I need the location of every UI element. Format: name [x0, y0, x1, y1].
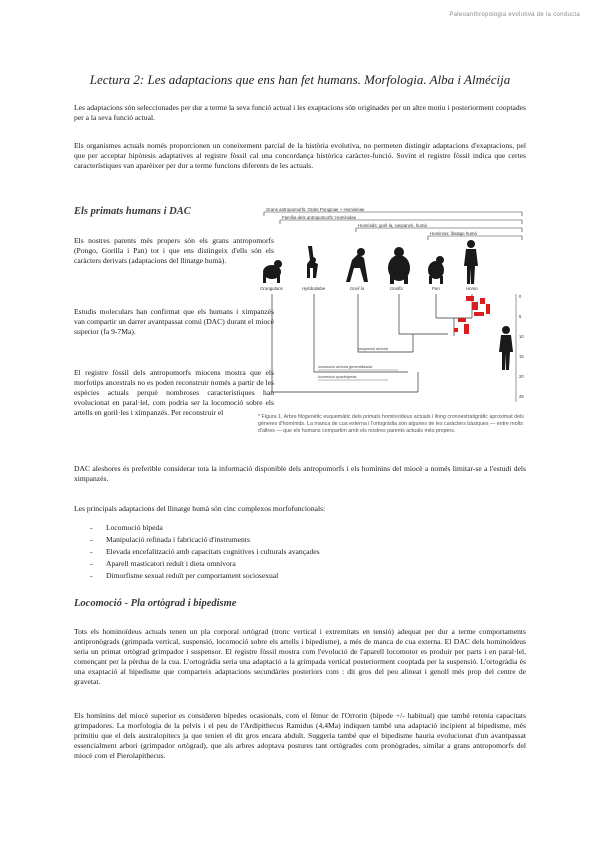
tick-label-20: 20 [519, 374, 524, 379]
annotation-quadrupedal: locomoció quadrúpeda [318, 375, 357, 379]
gorilla-silhouette-1 [346, 248, 368, 282]
tree-branches [272, 294, 472, 392]
taxon-label-2: Hylobatidae [302, 286, 326, 291]
intro-paragraph-1: Les adaptacions són seleccionades per dur a terme la seva funció actual i les exaptacions són originades per un altre motiu i posteriorment cooptades per a la seva funció actual. [74, 103, 526, 122]
primates-paragraph-3-continued: DAC aleshores és preferible considerar tota la informació disponible dels antropomorfs i els homínins del miocè a només limitar-se a l'estudi dels ximpanzés. [74, 464, 526, 483]
taxon-label-4: Gorilla [390, 286, 403, 291]
bracket-label-2: Família dels antropomorfs: Hominidae [282, 215, 357, 220]
page-title: Lectura 2: Les adaptacions que ens han fet humans. Morfologia. Alba i Almécija [89, 72, 511, 87]
primates-paragraph-2: Estudis moleculars han confirmat que els humans i ximpanzés van compartir un darrer avantpassat comú (DAC) durant el miocè superior (fa 9-7Ma). [74, 307, 274, 336]
gibbon-silhouette [307, 246, 318, 278]
running-header: Paleoanthropologia evolutiva de la conducta [449, 12, 580, 18]
list-item: - Dimorfisme sexual reduït per comportament sociosexual [90, 570, 320, 582]
taxon-label-1: Orangutans [260, 286, 283, 291]
annotation-suspension: suspensió arbòria [358, 347, 388, 351]
bracket-label-1: Grans antropomorfs: Ordre Ponginae + Homininae [266, 207, 365, 212]
bracket-label-3: Homínids: goril·la, ximpanzé, humà [358, 223, 427, 228]
primates-paragraph-1: Els nostres parents més propers són els grans antropomorfs (Pongo, Gorilla i Pan) tot i que ens distingeix d'ells són els caràcters derivats (adaptacions del llinatge humà). [74, 236, 274, 265]
list-item: - Manipulació refinada i fabricació d'instruments [90, 534, 320, 546]
figure-caption: * Figura 1. Arbre filogenètic esquemàtic dels primats hominoïdeus actuals i llong cronoestratigràfic aproximat dels gèneres d'homínids. La manca de cua externa i l'ortogràdia són algunes de les caràcters bàsiques — entre molts d'altres — que els humans compartim amb els nostres parents actuals més propers. [258, 414, 524, 434]
tick-label-0: 0 [519, 294, 522, 299]
locomotion-paragraph-1: Tots els hominoïdeus actuals tenen un pla corporal ortògrad (tronc vertical i extremitats en tensió) adequat per dur a terme comportaments antipronògrads (grimpada vertical, suspensió, locomoció sobre els artells i bipedisme), a més de manca de cua externa. El DAC dels hominoïdeus seria un primat ortògrad grimpador i suspensor. El registre fòssil mostra com l'evolució de l'aparell locomotor es produir per parts i en paral·lel, començant per la pèrdua de la cua. L'ortogràdia seria una adaptació a la grimpada vertical posteriorment cooptada per la suspensió. L'ortogràdia és una exaptació al bipedisme que comparteix adaptacions secundàries posteriors com : dit gros del peu alineat i genoll més prop del centre de gravetat. [74, 627, 526, 686]
taxon-label-5: Pan [432, 286, 440, 291]
tick-label-5: 5 [519, 314, 522, 319]
locomotion-paragraph-2: Els homínins del miocè superior es consideren bípedes ocasionals, com el fèmur de l'Orrorin (bípede +/- habitual) que també retenia capacitats grimpadores. La morfologia de la pelvis i el peu de l'Ardipithecus Ramidus (4,4Ma) indiquen també una adaptació incipient al bipedisme, més primitiu que el dels australopitecs ja que tenien el dit gros encara abduït. Suggeria també que el bipedisme hauria evolucionat d'un avantpassat essencialment arbori (grimpador ortògrad), que als arbres adoptava postures tant ortògrades com pronògrades, similar a grans antropomorfs del miocè com el Pierolapithecus. [74, 711, 526, 760]
tick-label-15: 15 [519, 354, 524, 359]
human-silhouette [464, 240, 478, 284]
bracket-hominins [428, 236, 522, 240]
orangutan-silhouette [263, 260, 282, 283]
annotation-arboreal: locomoció arbòria generalitzada [318, 365, 372, 369]
adaptations-intro: Les principals adaptacions del llinatge humà són cinc complexos morfofuncionals: [74, 504, 326, 513]
taxon-label-3: Goril·la [350, 286, 365, 291]
tick-label-25: 25 [519, 394, 524, 399]
list-item: - Elevada encefalització amb capacitats cognitives i culturals avançades [90, 546, 320, 558]
adaptations-list [90, 522, 320, 582]
intro-paragraph-2: Els organismes actuals només proporcionen un coneixement parcial de la història evolutiva, no permeten distingir adaptacions d'exaptacions, pel que per acceptar hipòtesis adaptatives al registre fòssil cal una concordança històrica caràcter-funció. Sovint el registre fòssil indica que certes característiques van aparèixer per dur a terme funcions diferents de les actuals. [74, 141, 526, 170]
primates-paragraph-3: El registre fòssil dels antropomorfs miocens mostra que els morfotips ancestrals no es poden reconstruir només a partir de les espècies actuals perquè nombroses característiques han evolucionat en paral·lel, com podria ser la locomoció sobre els artells en goril·les i ximpanzés. Per reconstruir el [74, 368, 274, 417]
chimpanzee-silhouette [428, 256, 444, 284]
tick-label-10: 10 [519, 334, 524, 339]
list-item: - Aparell masticatori reduït i dieta omnívora [90, 558, 320, 570]
section-heading-primates: Els primats humans i DAC [74, 206, 191, 217]
gorilla-silhouette-2 [388, 247, 410, 284]
section-heading-locomotion: Locomoció - Pla ortògrad i bipedisme [74, 598, 237, 609]
hominin-fossil-silhouette [499, 326, 513, 370]
phylogenetic-tree-figure [258, 206, 528, 412]
taxon-label-6: Homo [466, 286, 478, 291]
bracket-label-4: Hominins: llinatge humà [430, 231, 477, 236]
list-item: - Locomoció bípeda [90, 522, 320, 534]
